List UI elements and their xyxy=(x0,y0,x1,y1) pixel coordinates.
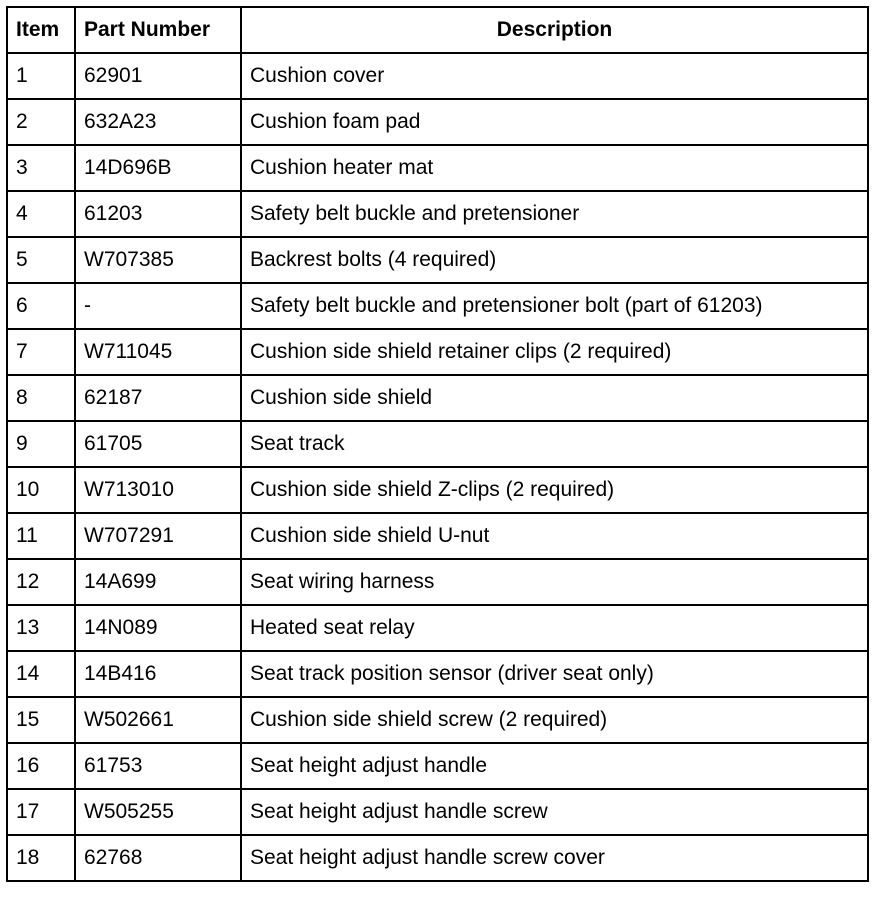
cell-part-number: 62768 xyxy=(75,835,241,881)
cell-description: Cushion side shield xyxy=(241,375,868,421)
table-row xyxy=(7,53,868,99)
cell-item: 5 xyxy=(7,237,75,283)
cell-item: 8 xyxy=(7,375,75,421)
cell-part-number: 632A23 xyxy=(75,99,241,145)
table-body xyxy=(7,53,868,881)
cell-description: Cushion side shield screw (2 required) xyxy=(241,697,868,743)
table-row xyxy=(7,283,868,329)
table-row xyxy=(7,191,868,237)
cell-item: 10 xyxy=(7,467,75,513)
header-row xyxy=(7,7,868,53)
parts-table xyxy=(6,6,869,882)
table-row xyxy=(7,651,868,697)
cell-part-number: W505255 xyxy=(75,789,241,835)
cell-description: Safety belt buckle and pretensioner xyxy=(241,191,868,237)
cell-item: 12 xyxy=(7,559,75,605)
table-row xyxy=(7,835,868,881)
table-row xyxy=(7,467,868,513)
table-row xyxy=(7,697,868,743)
cell-part-number: 62901 xyxy=(75,53,241,99)
header-description: Description xyxy=(241,7,868,53)
cell-item: 11 xyxy=(7,513,75,559)
cell-part-number: W711045 xyxy=(75,329,241,375)
cell-item: 14 xyxy=(7,651,75,697)
cell-description: Cushion foam pad xyxy=(241,99,868,145)
cell-item: 6 xyxy=(7,283,75,329)
cell-description: Cushion side shield Z-clips (2 required) xyxy=(241,467,868,513)
cell-description: Seat wiring harness xyxy=(241,559,868,605)
cell-item: 15 xyxy=(7,697,75,743)
cell-part-number: 62187 xyxy=(75,375,241,421)
table-row xyxy=(7,789,868,835)
cell-description: Safety belt buckle and pretensioner bolt (part of 61203) xyxy=(241,283,868,329)
cell-item: 17 xyxy=(7,789,75,835)
cell-description: Seat height adjust handle screw cover xyxy=(241,835,868,881)
cell-part-number: W713010 xyxy=(75,467,241,513)
table-row xyxy=(7,743,868,789)
cell-description: Seat height adjust handle xyxy=(241,743,868,789)
cell-description: Cushion heater mat xyxy=(241,145,868,191)
cell-item: 13 xyxy=(7,605,75,651)
cell-item: 9 xyxy=(7,421,75,467)
table-row xyxy=(7,237,868,283)
cell-description: Heated seat relay xyxy=(241,605,868,651)
cell-item: 7 xyxy=(7,329,75,375)
cell-item: 16 xyxy=(7,743,75,789)
table-row xyxy=(7,145,868,191)
cell-item: 2 xyxy=(7,99,75,145)
cell-description: Seat track position sensor (driver seat only) xyxy=(241,651,868,697)
cell-description: Seat track xyxy=(241,421,868,467)
cell-part-number: 14B416 xyxy=(75,651,241,697)
cell-part-number: W707385 xyxy=(75,237,241,283)
table-row xyxy=(7,559,868,605)
cell-description: Backrest bolts (4 required) xyxy=(241,237,868,283)
cell-item: 1 xyxy=(7,53,75,99)
cell-part-number: W707291 xyxy=(75,513,241,559)
cell-item: 4 xyxy=(7,191,75,237)
table-row xyxy=(7,99,868,145)
table-row xyxy=(7,605,868,651)
cell-part-number: 61705 xyxy=(75,421,241,467)
cell-item: 3 xyxy=(7,145,75,191)
cell-part-number: 61753 xyxy=(75,743,241,789)
cell-part-number: 61203 xyxy=(75,191,241,237)
cell-description: Cushion side shield U-nut xyxy=(241,513,868,559)
cell-description: Seat height adjust handle screw xyxy=(241,789,868,835)
table-row xyxy=(7,375,868,421)
table-row xyxy=(7,421,868,467)
header-part-number: Part Number xyxy=(75,7,241,53)
cell-description: Cushion cover xyxy=(241,53,868,99)
cell-item: 18 xyxy=(7,835,75,881)
cell-part-number: W502661 xyxy=(75,697,241,743)
cell-description: Cushion side shield retainer clips (2 required) xyxy=(241,329,868,375)
header-item: Item xyxy=(7,7,75,53)
table-row xyxy=(7,513,868,559)
cell-part-number: 14D696B xyxy=(75,145,241,191)
cell-part-number: 14A699 xyxy=(75,559,241,605)
cell-part-number: 14N089 xyxy=(75,605,241,651)
table-row xyxy=(7,329,868,375)
cell-part-number: - xyxy=(75,283,241,329)
